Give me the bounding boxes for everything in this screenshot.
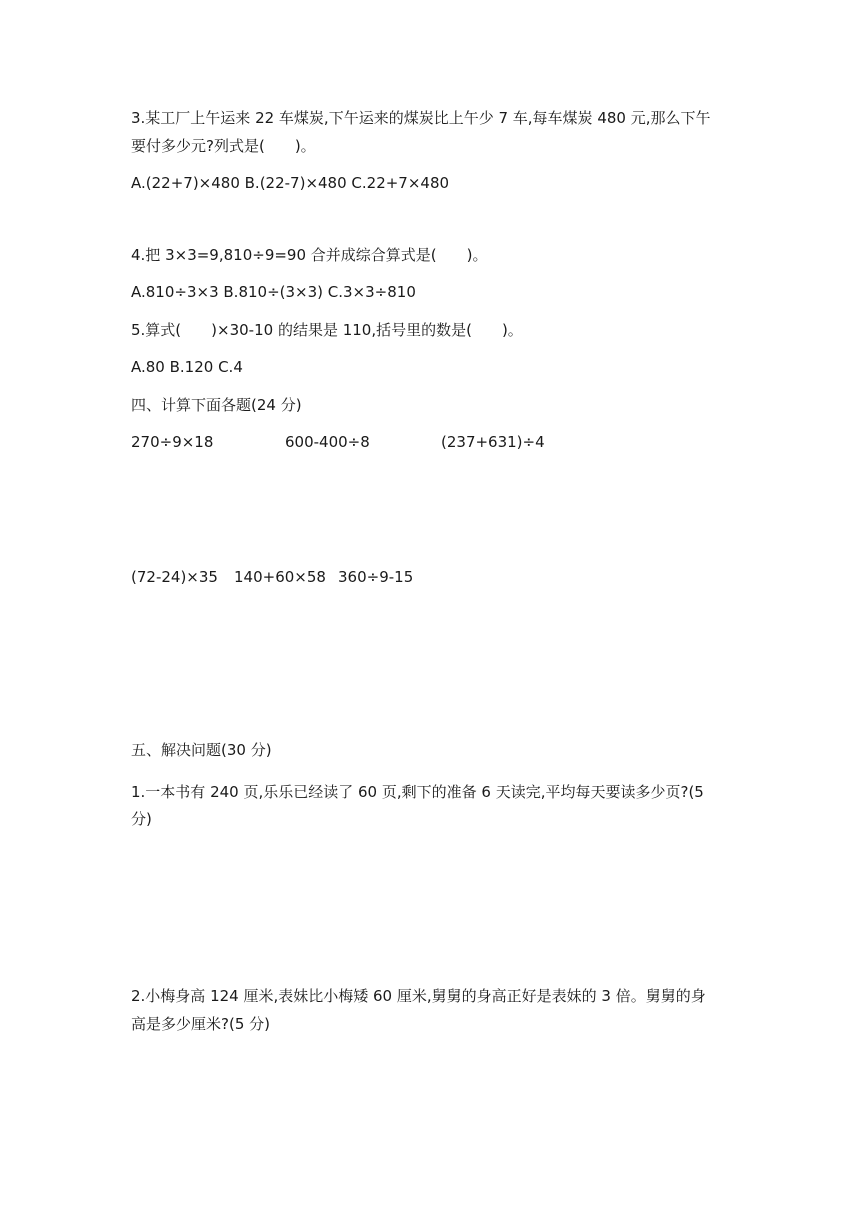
question-5-options: A.80 B.120 C.4 <box>131 358 243 376</box>
problem-2-line-1: 2.小梅身高 124 厘米,表妹比小梅矮 60 厘米,舅舅的身高正好是表妹的 3 倍。舅舅的身 <box>131 987 706 1005</box>
question-3-options: A.(22+7)×480 B.(22-7)×480 C.22+7×480 <box>131 174 450 192</box>
problem-1-line-1: 1.一本书有 240 页,乐乐已经读了 60 页,剩下的准备 6 天读完,平均每天要读多少页?(5 <box>131 783 704 801</box>
section-4-heading: 四、计算下面各题(24 分) <box>131 396 302 414</box>
question-4-options: A.810÷3×3 B.810÷(3×3) C.3×3÷810 <box>131 283 416 301</box>
question-4-line-1: 4.把 3×3=9,810÷9=90 合并成综合算式是( )。 <box>131 246 488 264</box>
calc-item: (237+631)÷4 <box>441 433 545 451</box>
question-3-line-1: 3.某工厂上午运来 22 车煤炭,下午运来的煤炭比上午少 7 车,每车煤炭 480 元,那么下午 <box>131 109 711 127</box>
calc-item: 360÷9-15 <box>338 568 414 586</box>
calc-item: (72-24)×35 <box>131 568 218 586</box>
problem-2-line-2: 高是多少厘米?(5 分) <box>131 1015 270 1033</box>
problem-1-line-2: 分) <box>131 810 152 828</box>
calc-item: 270÷9×18 <box>131 433 214 451</box>
section-5-heading: 五、解决问题(30 分) <box>131 741 272 759</box>
question-3-line-2: 要付多少元?列式是( )。 <box>131 137 316 155</box>
calc-item: 140+60×58 <box>234 568 326 586</box>
calc-item: 600-400÷8 <box>285 433 370 451</box>
question-5-line-1: 5.算式( )×30-10 的结果是 110,括号里的数是( )。 <box>131 321 523 339</box>
